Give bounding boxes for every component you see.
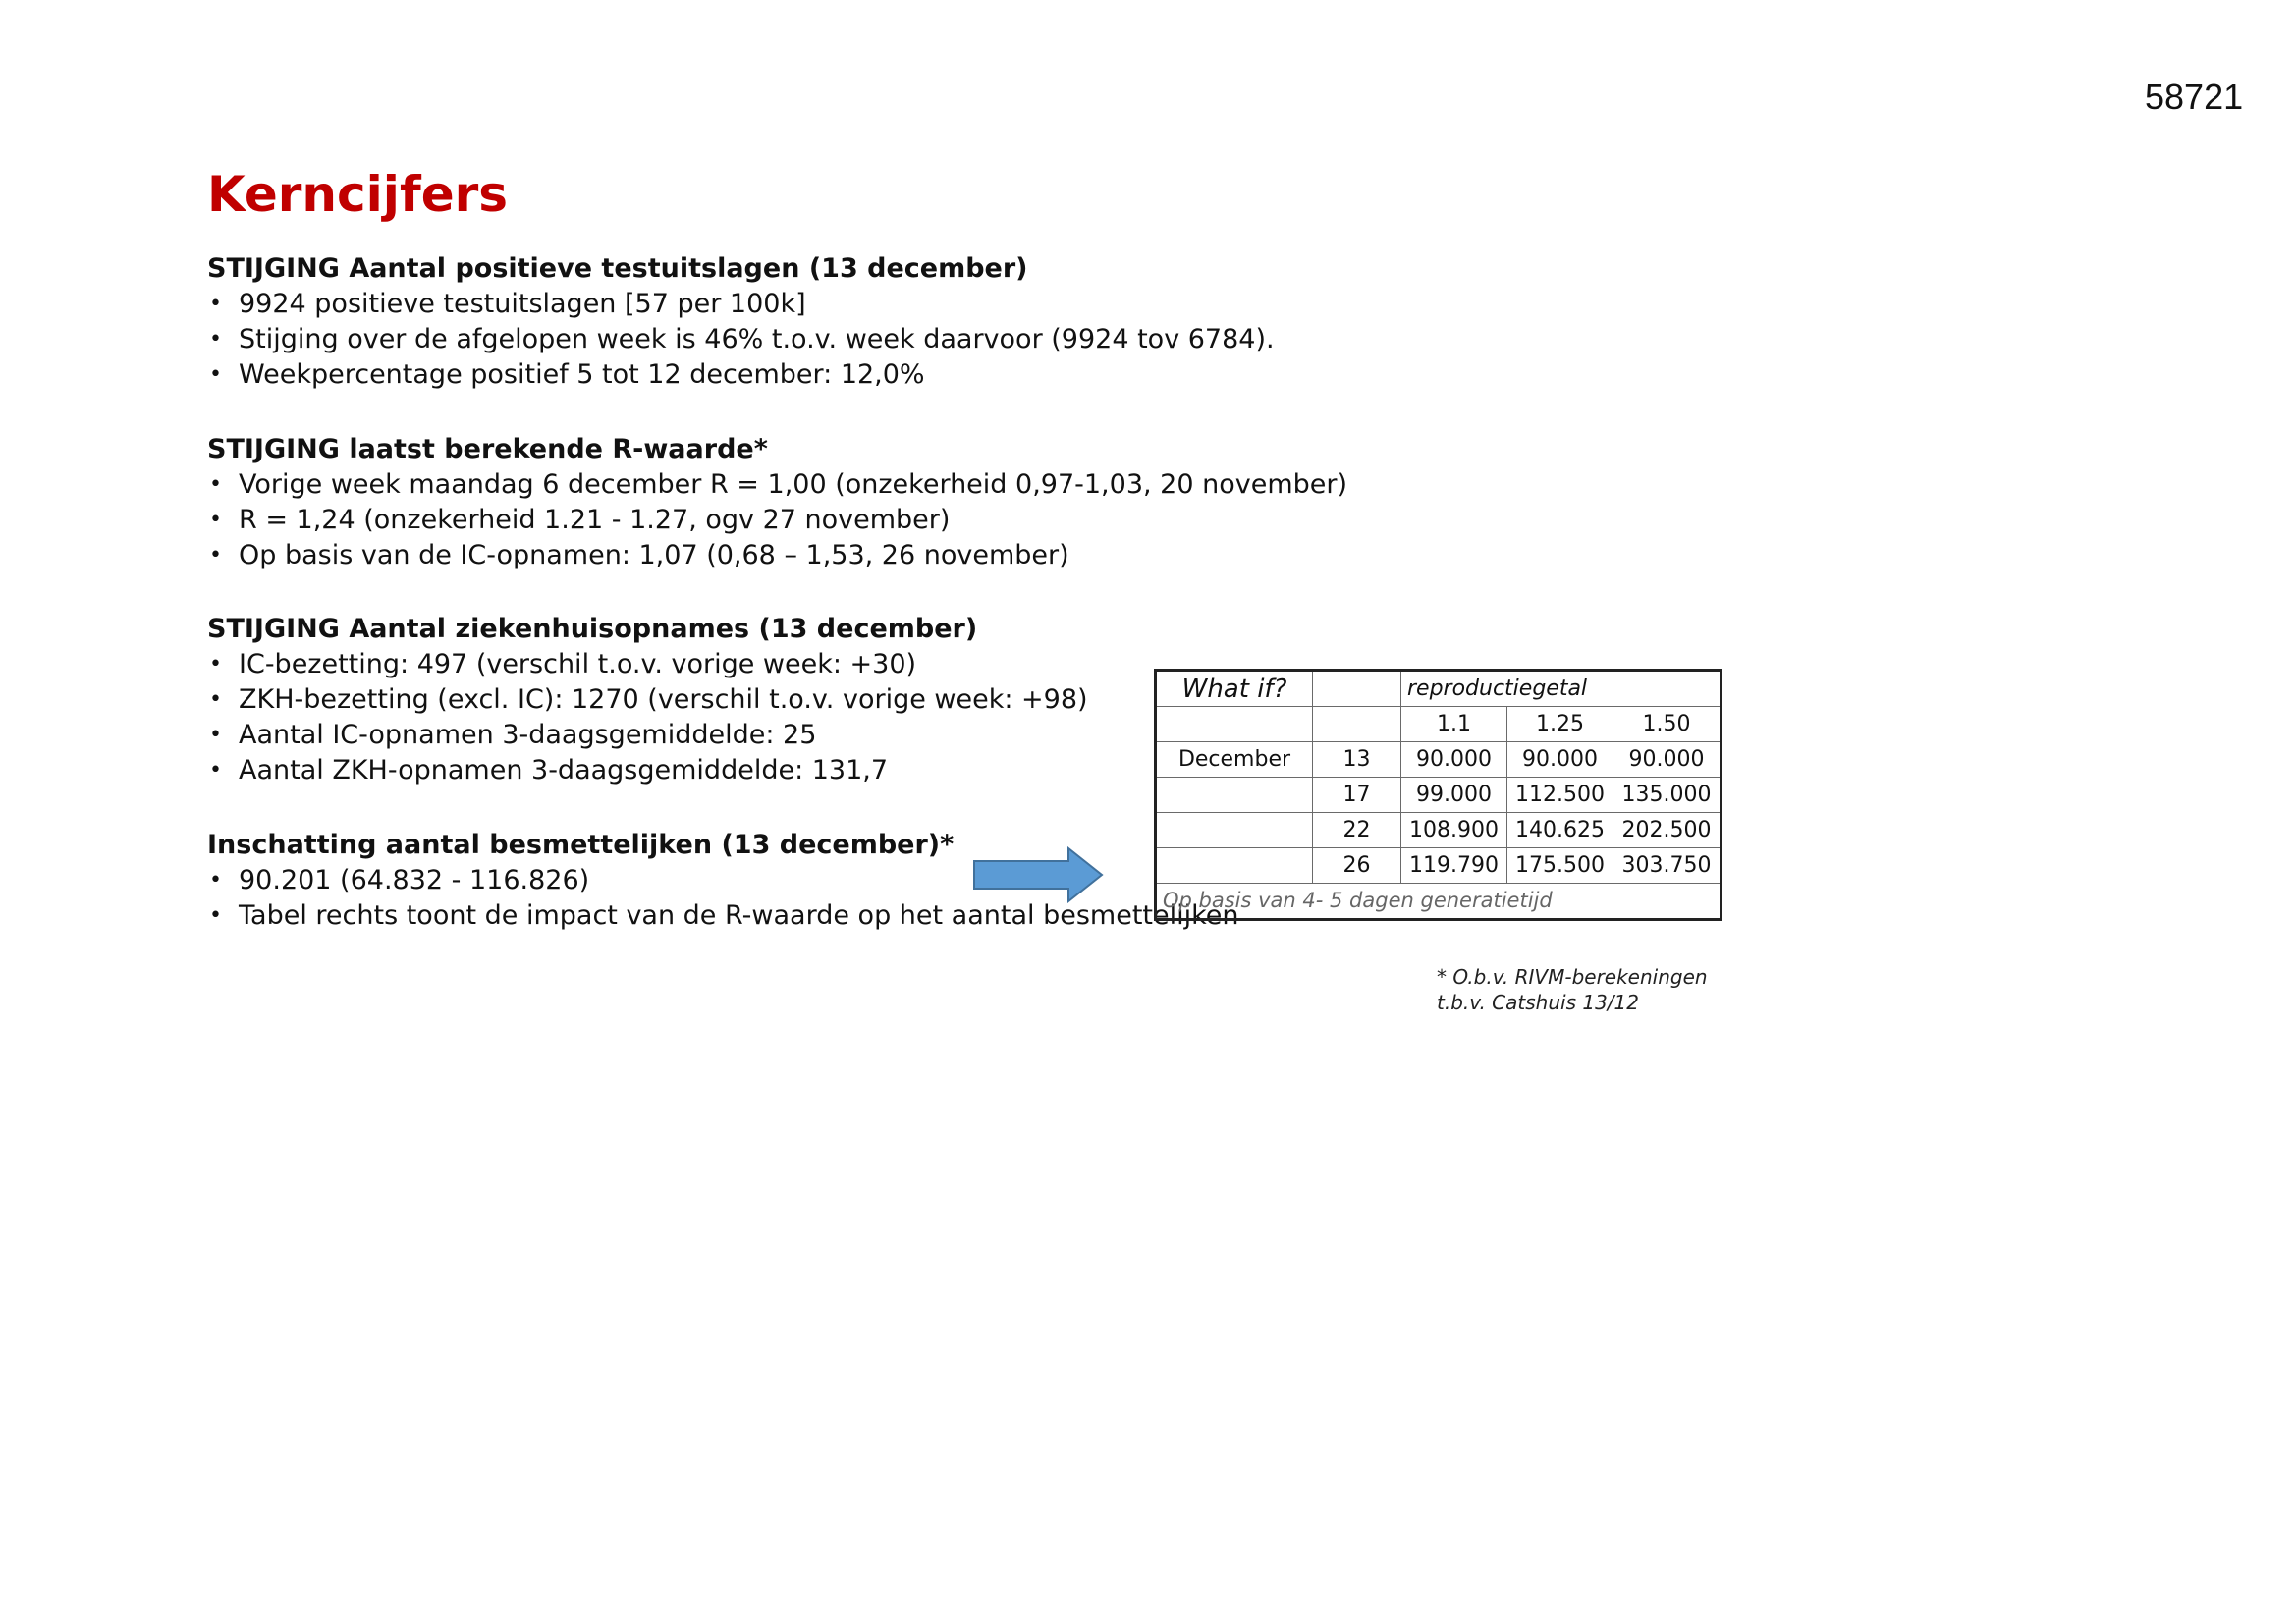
footnote-line: t.b.v. Catshuis 13/12 bbox=[1437, 991, 1639, 1014]
section-heading: Inschatting aantal besmettelijken (13 december)* bbox=[207, 830, 955, 860]
bullet-icon: • bbox=[209, 687, 222, 712]
table-cell bbox=[1156, 777, 1313, 812]
table-cell bbox=[1613, 883, 1722, 919]
list-item bbox=[207, 287, 1275, 322]
r-value-header: 1.50 bbox=[1613, 707, 1722, 742]
section-r-value bbox=[207, 432, 1347, 573]
list-item-text: ZKH-bezetting (excl. IC): 1270 (verschil t.o.v. vorige week: +98) bbox=[239, 684, 1088, 715]
table-cell bbox=[1313, 707, 1401, 742]
list-item-text: R = 1,24 (onzekerheid 1.21 - 1.27, ogv 27 november) bbox=[239, 505, 951, 535]
r-label: reproductiegetal bbox=[1401, 671, 1613, 707]
list-item-text: Vorige week maandag 6 december R = 1,00 (onzekerheid 0,97-1,03, 20 november) bbox=[239, 469, 1348, 500]
day-cell: 17 bbox=[1313, 777, 1401, 812]
page-title: Kerncijfers bbox=[207, 166, 509, 223]
value-cell: 140.625 bbox=[1507, 812, 1613, 847]
list-item bbox=[207, 898, 1239, 934]
value-cell: 303.750 bbox=[1613, 847, 1722, 883]
bullet-icon: • bbox=[209, 903, 222, 928]
footnote-line: * O.b.v. RIVM-berekeningen bbox=[1437, 965, 1708, 989]
list-item-text: Aantal IC-opnamen 3-daagsgemiddelde: 25 bbox=[239, 720, 817, 750]
list-item bbox=[207, 467, 1347, 503]
bullet-list bbox=[207, 647, 1088, 788]
list-item bbox=[207, 538, 1347, 573]
value-cell: 202.500 bbox=[1613, 812, 1722, 847]
table-row bbox=[1156, 812, 1722, 847]
bullet-icon: • bbox=[209, 868, 222, 893]
bullet-icon: • bbox=[209, 472, 222, 497]
table-cell bbox=[1156, 812, 1313, 847]
table-cell bbox=[1156, 847, 1313, 883]
bullet-icon: • bbox=[209, 362, 222, 387]
list-item bbox=[207, 322, 1275, 357]
section-heading: STIJGING Aantal positieve testuitslagen (13 december) bbox=[207, 253, 1028, 284]
list-item-text: Weekpercentage positief 5 tot 12 december: 12,0% bbox=[239, 359, 925, 390]
table-footnote-row bbox=[1156, 883, 1722, 919]
value-cell: 112.500 bbox=[1507, 777, 1613, 812]
table-r-values-row bbox=[1156, 707, 1722, 742]
right-arrow-icon bbox=[972, 846, 1104, 903]
list-item bbox=[207, 682, 1088, 718]
day-cell: 22 bbox=[1313, 812, 1401, 847]
list-item bbox=[207, 647, 1088, 682]
list-item bbox=[207, 503, 1347, 538]
r-value-header: 1.1 bbox=[1401, 707, 1507, 742]
day-cell: 13 bbox=[1313, 742, 1401, 778]
page-number: 58721 bbox=[2145, 77, 2244, 117]
bullet-icon: • bbox=[209, 652, 222, 677]
table-header-row bbox=[1156, 671, 1722, 707]
bullet-list bbox=[207, 287, 1275, 393]
table-row bbox=[1156, 777, 1722, 812]
bullet-list bbox=[207, 467, 1347, 573]
value-cell: 108.900 bbox=[1401, 812, 1507, 847]
what-if-table bbox=[1154, 669, 1722, 921]
list-item bbox=[207, 753, 1088, 788]
table-footnote: Op basis van 4- 5 dagen generatietijd bbox=[1156, 883, 1613, 919]
list-item-text: 90.201 (64.832 - 116.826) bbox=[239, 865, 590, 895]
list-item-text: Aantal ZKH-opnamen 3-daagsgemiddelde: 131,7 bbox=[239, 755, 889, 785]
r-value-header: 1.25 bbox=[1507, 707, 1613, 742]
section-heading: STIJGING laatst berekende R-waarde* bbox=[207, 434, 768, 464]
bullet-icon: • bbox=[209, 758, 222, 783]
section-hospital-admissions bbox=[207, 612, 1088, 788]
month-cell: December bbox=[1156, 742, 1313, 778]
value-cell: 99.000 bbox=[1401, 777, 1507, 812]
arrow-shape bbox=[974, 848, 1102, 901]
table-title: What if? bbox=[1156, 671, 1313, 707]
bullet-icon: • bbox=[209, 327, 222, 352]
list-item-text: Tabel rechts toont de impact van de R-waarde op het aantal besmettelijken bbox=[239, 900, 1239, 931]
value-cell: 119.790 bbox=[1401, 847, 1507, 883]
list-item bbox=[207, 718, 1088, 753]
value-cell: 90.000 bbox=[1613, 742, 1722, 778]
table-row bbox=[1156, 742, 1722, 778]
table-cell bbox=[1613, 671, 1722, 707]
table-cell bbox=[1156, 707, 1313, 742]
table-row bbox=[1156, 847, 1722, 883]
section-positive-tests bbox=[207, 251, 1275, 393]
list-item-text: Op basis van de IC-opnamen: 1,07 (0,68 – 1,53, 26 november) bbox=[239, 540, 1069, 570]
list-item-text: 9924 positieve testuitslagen [57 per 100k] bbox=[239, 289, 806, 319]
bullet-icon: • bbox=[209, 508, 222, 532]
value-cell: 135.000 bbox=[1613, 777, 1722, 812]
table-cell bbox=[1313, 671, 1401, 707]
bullet-icon: • bbox=[209, 543, 222, 568]
value-cell: 90.000 bbox=[1507, 742, 1613, 778]
footnote bbox=[1437, 964, 1708, 1015]
bullet-icon: • bbox=[209, 723, 222, 747]
bullet-icon: • bbox=[209, 292, 222, 316]
value-cell: 90.000 bbox=[1401, 742, 1507, 778]
list-item-text: Stijging over de afgelopen week is 46% t.o.v. week daarvoor (9924 tov 6784). bbox=[239, 324, 1275, 354]
list-item-text: IC-bezetting: 497 (verschil t.o.v. vorige week: +30) bbox=[239, 649, 917, 679]
value-cell: 175.500 bbox=[1507, 847, 1613, 883]
section-heading: STIJGING Aantal ziekenhuisopnames (13 december) bbox=[207, 614, 978, 644]
day-cell: 26 bbox=[1313, 847, 1401, 883]
list-item bbox=[207, 357, 1275, 393]
